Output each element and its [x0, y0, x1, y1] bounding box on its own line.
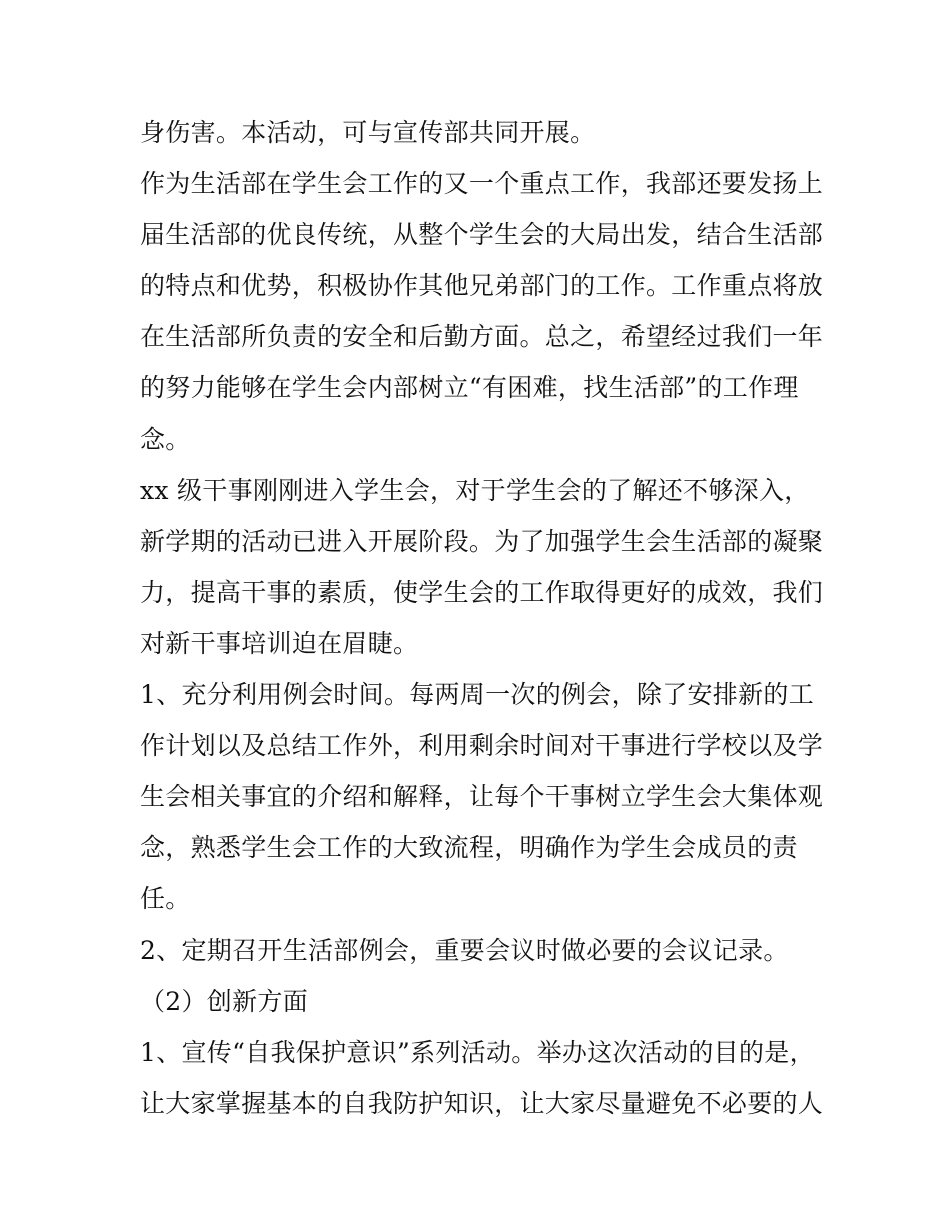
text-line-10: 力，提高干事的素质，使学生会的工作取得更好的成效，我们 [140, 577, 824, 607]
text-line-13: 作计划以及总结工作外，利用剩余时间对干事进行学校以及学 [140, 731, 824, 761]
section-heading: （2）创新方面 [140, 986, 309, 1016]
text-line-12: 1、充分利用例会时间。每两周一次的例会，除了安排新的工 [140, 680, 815, 710]
text-line-2: 作为生活部在学生会工作的又一个重点工作，我部还要发扬上 [140, 169, 824, 199]
text-line-11: 对新干事培训迫在眉睫。 [140, 628, 419, 658]
text-line-20: 让大家掌握基本的自我防护知识，让大家尽量避免不必要的人 [140, 1088, 824, 1118]
text-line-1: 身伤害。本活动，可与宣传部共同开展。 [140, 118, 596, 147]
text-line-5: 在生活部所负责的安全和后勤方面。总之，希望经过我们一年 [140, 322, 824, 352]
text-line-7: 念。 [140, 424, 191, 454]
text-line-6: 的努力能够在学生会内部树立“有困难，找生活部”的工作理 [140, 373, 799, 403]
text-line-17: 2、定期召开生活部例会，重要会议时做必要的会议记录。 [140, 935, 789, 965]
text-line-14: 生会相关事宜的介绍和解释，让每个干事树立学生会大集体观 [140, 782, 824, 812]
text-line-9: 新学期的活动已进入开展阶段。为了加强学生会生活部的凝聚 [140, 526, 824, 556]
text-line-19: 1、宣传“自我保护意识”系列活动。举办这次活动的目的是， [140, 1037, 815, 1067]
text-line-8: xx 级干事刚刚进入学生会，对于学生会的了解还不够深入， [140, 475, 810, 505]
text-line-3: 届生活部的优良传统，从整个学生会的大局出发，结合生活部 [140, 220, 824, 250]
text-line-16: 任。 [140, 884, 191, 914]
document-page [140, 107, 824, 1129]
text-line-15: 念，熟悉学生会工作的大致流程，明确作为学生会成员的责 [140, 833, 798, 863]
text-line-4: 的特点和优势，积极协作其他兄弟部门的工作。工作重点将放 [140, 271, 824, 301]
